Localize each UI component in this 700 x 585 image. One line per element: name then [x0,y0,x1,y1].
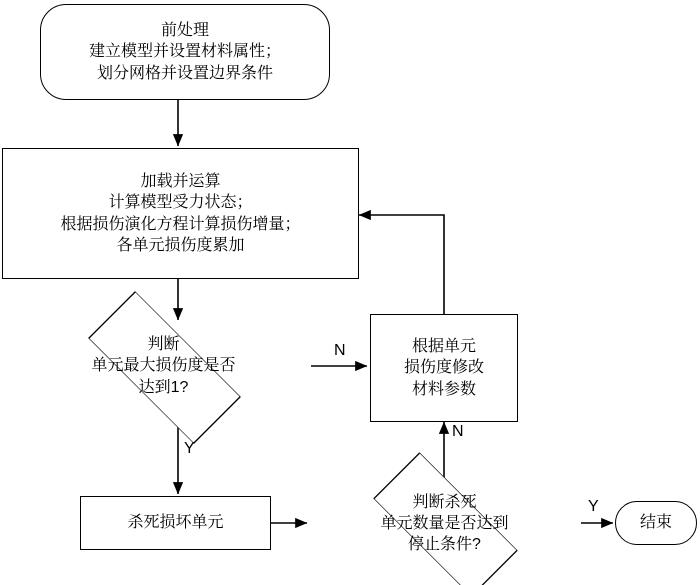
node-modify-params-line-1: 根据单元 [411,338,476,356]
node-load-compute-line-4: 各单元损伤度累加 [116,236,245,254]
node-stop-check-label [380,492,508,555]
node-damage-check-line-2: 单元最大损伤度是否 [91,357,236,375]
node-damage-check-line-3: 达到1? [138,378,189,396]
edge-label-damage-check-yes: Y [184,440,195,457]
node-load-compute-line-2: 计算模型受力状态； [108,194,253,212]
node-load-compute-line-3: 根据损伤演化方程计算损伤增量； [60,215,301,233]
node-modify-params-line-2: 损伤度修改 [403,359,484,377]
node-preprocess-line-1: 前处理 [160,22,209,40]
node-preprocess-line-2: 建立模型并设置材料属性； [88,43,281,61]
node-load-compute [2,148,359,279]
node-stop-check [308,478,581,569]
node-end-line-1: 结束 [639,514,672,532]
node-damage-check-line-1: 判断 [147,336,180,354]
node-kill-element [80,496,271,550]
edge-label-stop-check-yes: Y [588,498,599,515]
node-load-compute-line-1: 加载并运算 [140,173,221,191]
node-end [615,501,697,545]
node-preprocess-line-3: 划分网格并设置边界条件 [96,64,273,82]
node-stop-check-line-2: 单元数量是否达到 [380,514,509,532]
node-damage-check [16,320,311,412]
node-kill-element-line-1: 杀死损坏单元 [127,514,224,532]
node-stop-check-line-1: 判断杀死 [412,493,477,511]
node-stop-check-line-3: 停止条件? [408,536,481,554]
node-damage-check-label [91,334,235,397]
node-modify-params-line-3: 材料参数 [411,380,476,398]
edge-modify-to-load [359,215,444,314]
node-preprocess [40,4,330,100]
node-modify-params [370,314,518,422]
edge-label-stop-check-no: N [452,423,464,440]
edge-label-damage-check-no: N [334,342,346,359]
